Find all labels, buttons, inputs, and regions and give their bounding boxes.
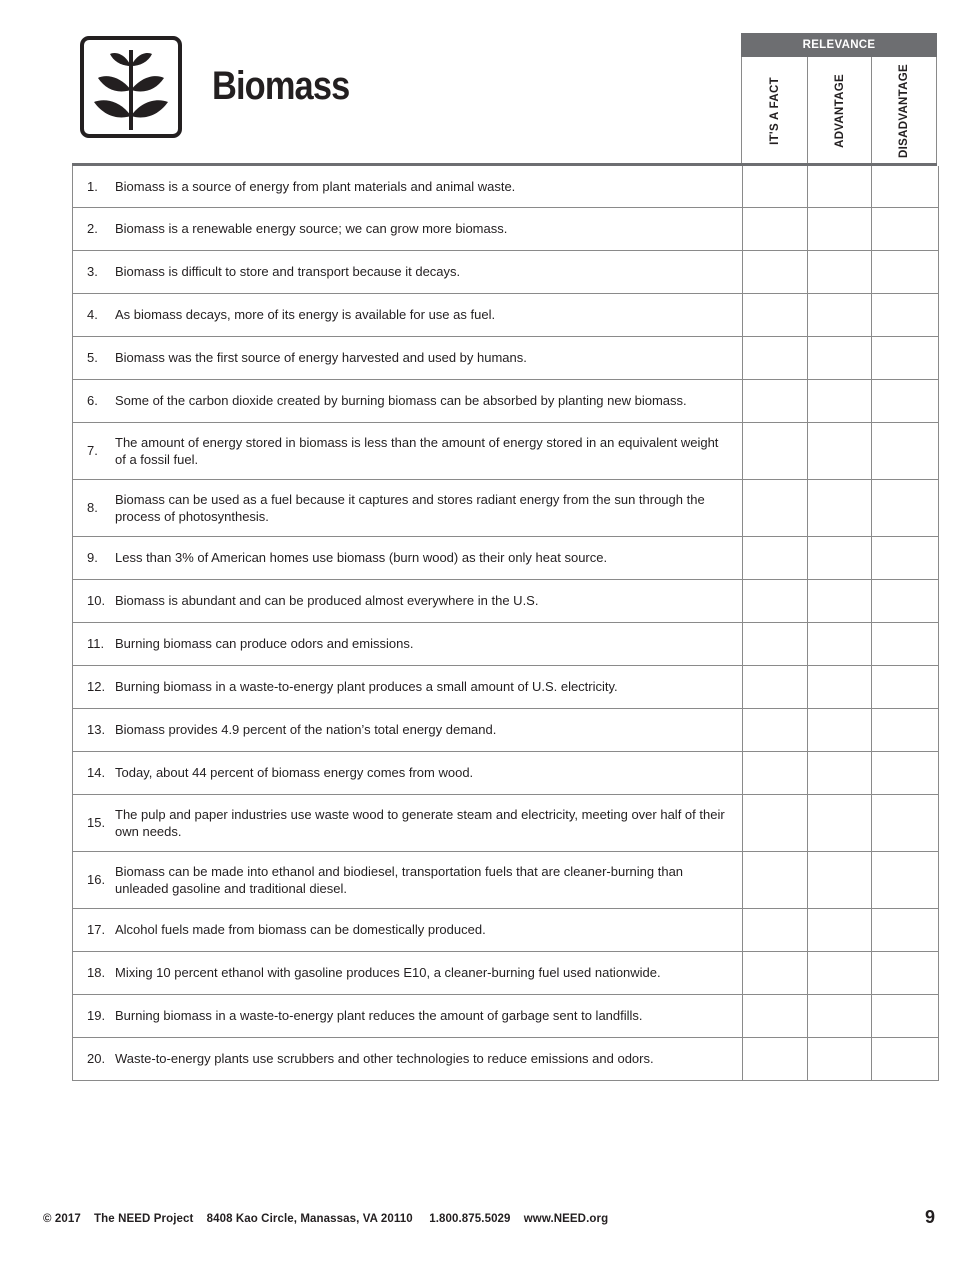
advantage-checkbox-cell[interactable] — [807, 666, 871, 708]
fact-checkbox-cell[interactable] — [742, 852, 807, 908]
column-header-label: IT'S A FACT — [768, 76, 781, 145]
statement-cell — [73, 423, 742, 479]
footer-text: © 2017 The NEED Project 8408 Kao Circle, Manassas, VA 20110 1.800.875.5029 www.NEED.org — [43, 1213, 609, 1225]
table-row — [73, 166, 938, 208]
fact-checkbox-cell[interactable] — [742, 995, 807, 1037]
statement-cell — [73, 795, 742, 851]
statement-number: 14. — [87, 765, 106, 781]
statement-number: 16. — [87, 872, 106, 888]
disadvantage-checkbox-cell[interactable] — [871, 480, 937, 536]
column-header-disadvantage — [871, 57, 937, 164]
disadvantage-checkbox-cell[interactable] — [871, 337, 937, 379]
table-row — [73, 666, 938, 709]
table-row — [73, 852, 938, 909]
statement-cell — [73, 537, 742, 579]
statement-cell — [73, 995, 742, 1037]
fact-checkbox-cell[interactable] — [742, 752, 807, 794]
statement-cell — [73, 480, 742, 536]
statement-text: Burning biomass in a waste-to-energy plant reduces the amount of garbage sent to landfills. — [115, 1008, 643, 1024]
statement-cell — [73, 380, 742, 422]
statement-cell — [73, 580, 742, 622]
statement-number: 7. — [87, 443, 98, 459]
fact-checkbox-cell[interactable] — [742, 294, 807, 336]
statement-number: 12. — [87, 679, 106, 695]
advantage-checkbox-cell[interactable] — [807, 623, 871, 665]
table-row — [73, 537, 938, 580]
fact-checkbox-cell[interactable] — [742, 580, 807, 622]
disadvantage-checkbox-cell[interactable] — [871, 995, 937, 1037]
statement-text: The pulp and paper industries use waste wood to generate steam and electricity, meeting over half of their own needs. — [115, 806, 725, 839]
advantage-checkbox-cell[interactable] — [807, 580, 871, 622]
statement-number: 4. — [87, 307, 98, 323]
advantage-checkbox-cell[interactable] — [807, 709, 871, 751]
statement-text: Burning biomass in a waste-to-energy plant produces a small amount of U.S. electricity. — [115, 679, 618, 695]
statement-number: 2. — [87, 221, 98, 237]
table-row — [73, 380, 938, 423]
advantage-checkbox-cell[interactable] — [807, 995, 871, 1037]
statement-number: 1. — [87, 178, 98, 194]
table-row — [73, 995, 938, 1038]
statement-number: 5. — [87, 350, 98, 366]
fact-checkbox-cell[interactable] — [742, 1038, 807, 1080]
advantage-checkbox-cell[interactable] — [807, 909, 871, 951]
statement-number: 19. — [87, 1008, 106, 1024]
advantage-checkbox-cell[interactable] — [807, 952, 871, 994]
statement-text: Mixing 10 percent ethanol with gasoline produces E10, a cleaner-burning fuel used nationwide. — [115, 965, 661, 981]
statement-number: 15. — [87, 815, 106, 831]
disadvantage-checkbox-cell[interactable] — [871, 208, 937, 250]
fact-checkbox-cell[interactable] — [742, 251, 807, 293]
advantage-checkbox-cell[interactable] — [807, 752, 871, 794]
advantage-checkbox-cell[interactable] — [807, 337, 871, 379]
disadvantage-checkbox-cell[interactable] — [871, 709, 937, 751]
statement-cell — [73, 909, 742, 951]
statement-number: 10. — [87, 593, 106, 609]
statement-text: Biomass can be made into ethanol and biodiesel, transportation fuels that are cleaner-burning than unleaded gasoline and traditional diesel. — [115, 863, 684, 896]
fact-checkbox-cell[interactable] — [742, 480, 807, 536]
advantage-checkbox-cell[interactable] — [807, 1038, 871, 1080]
disadvantage-checkbox-cell[interactable] — [871, 666, 937, 708]
disadvantage-checkbox-cell[interactable] — [871, 166, 937, 207]
column-header-advantage — [807, 57, 871, 164]
fact-checkbox-cell[interactable] — [742, 623, 807, 665]
fact-checkbox-cell[interactable] — [742, 537, 807, 579]
column-header-fact — [741, 57, 807, 164]
fact-checkbox-cell[interactable] — [742, 909, 807, 951]
advantage-checkbox-cell[interactable] — [807, 423, 871, 479]
table-row — [73, 952, 938, 995]
statement-cell — [73, 337, 742, 379]
fact-checkbox-cell[interactable] — [742, 337, 807, 379]
statement-text: Burning biomass can produce odors and emissions. — [115, 636, 414, 652]
disadvantage-checkbox-cell[interactable] — [871, 952, 937, 994]
statement-number: 11. — [87, 636, 105, 652]
disadvantage-checkbox-cell[interactable] — [871, 852, 937, 908]
statement-cell — [73, 294, 742, 336]
table-row — [73, 623, 938, 666]
statements-table — [72, 166, 939, 1081]
statement-number: 18. — [87, 965, 106, 981]
statement-number: 3. — [87, 264, 98, 280]
disadvantage-checkbox-cell[interactable] — [871, 380, 937, 422]
advantage-checkbox-cell[interactable] — [807, 795, 871, 851]
page-title: Biomass — [212, 64, 350, 108]
disadvantage-checkbox-cell[interactable] — [871, 423, 937, 479]
statement-number: 9. — [87, 550, 98, 566]
statement-text: Biomass is a renewable energy source; we can grow more biomass. — [115, 221, 508, 237]
column-header-label: DISADVANTAGE — [898, 63, 910, 158]
advantage-checkbox-cell[interactable] — [807, 380, 871, 422]
statement-cell — [73, 952, 742, 994]
statement-text: Alcohol fuels made from biomass can be domestically produced. — [115, 922, 486, 938]
table-row — [73, 251, 938, 294]
statement-text: As biomass decays, more of its energy is available for use as fuel. — [115, 307, 496, 323]
fact-checkbox-cell[interactable] — [742, 952, 807, 994]
statement-number: 8. — [87, 500, 98, 516]
table-row — [73, 208, 938, 251]
biomass-logo — [80, 36, 182, 138]
disadvantage-checkbox-cell[interactable] — [871, 537, 937, 579]
statement-cell — [73, 852, 742, 908]
fact-checkbox-cell[interactable] — [742, 795, 807, 851]
statement-text: Biomass was the first source of energy harvested and used by humans. — [115, 350, 527, 366]
statement-text: The amount of energy stored in biomass is less than the amount of energy stored in an equivalent weight of a fossil fuel. — [115, 434, 719, 467]
table-row — [73, 580, 938, 623]
disadvantage-checkbox-cell[interactable] — [871, 294, 937, 336]
disadvantage-checkbox-cell[interactable] — [871, 795, 937, 851]
statement-number: 20. — [87, 1051, 106, 1067]
column-header-label: ADVANTAGE — [833, 73, 846, 148]
disadvantage-checkbox-cell[interactable] — [871, 623, 937, 665]
fact-checkbox-cell[interactable] — [742, 709, 807, 751]
statement-text: Biomass is abundant and can be produced almost everywhere in the U.S. — [115, 593, 539, 609]
disadvantage-checkbox-cell[interactable] — [871, 752, 937, 794]
statement-cell — [73, 752, 742, 794]
statement-cell — [73, 166, 742, 207]
statement-text: Biomass is a source of energy from plant materials and animal waste. — [115, 178, 516, 194]
disadvantage-checkbox-cell[interactable] — [871, 251, 937, 293]
statement-text: Some of the carbon dioxide created by burning biomass can be absorbed by planting new biomass. — [115, 393, 687, 409]
statement-number: 6. — [87, 393, 98, 409]
fact-checkbox-cell[interactable] — [742, 380, 807, 422]
advantage-checkbox-cell[interactable] — [807, 480, 871, 536]
plant-icon — [84, 40, 178, 134]
table-row — [73, 294, 938, 337]
statement-text: Waste-to-energy plants use scrubbers and other technologies to reduce emissions and odors. — [115, 1051, 654, 1067]
disadvantage-checkbox-cell[interactable] — [871, 580, 937, 622]
table-row — [73, 795, 938, 852]
advantage-checkbox-cell[interactable] — [807, 208, 871, 250]
statement-cell — [73, 709, 742, 751]
statement-number: 17. — [87, 922, 106, 938]
table-row — [73, 337, 938, 380]
advantage-checkbox-cell[interactable] — [807, 852, 871, 908]
table-row — [73, 909, 938, 952]
table-row — [73, 480, 938, 537]
statement-cell — [73, 666, 742, 708]
disadvantage-checkbox-cell[interactable] — [871, 909, 937, 951]
relevance-header: RELEVANCE — [741, 33, 937, 57]
table-row — [73, 1038, 938, 1081]
fact-checkbox-cell[interactable] — [742, 166, 807, 207]
advantage-checkbox-cell[interactable] — [807, 294, 871, 336]
table-row — [73, 709, 938, 752]
table-row — [73, 423, 938, 480]
statement-cell — [73, 208, 742, 250]
disadvantage-checkbox-cell[interactable] — [871, 1038, 937, 1080]
fact-checkbox-cell[interactable] — [742, 208, 807, 250]
statement-text: Less than 3% of American homes use biomass (burn wood) as their only heat source. — [115, 550, 608, 566]
statement-cell — [73, 1038, 742, 1080]
statement-text: Today, about 44 percent of biomass energy comes from wood. — [115, 765, 474, 781]
fact-checkbox-cell[interactable] — [742, 423, 807, 479]
advantage-checkbox-cell[interactable] — [807, 537, 871, 579]
statement-cell — [73, 623, 742, 665]
advantage-checkbox-cell[interactable] — [807, 251, 871, 293]
statement-text: Biomass is difficult to store and transport because it decays. — [115, 264, 461, 280]
statement-cell — [73, 251, 742, 293]
statement-number: 13. — [87, 722, 106, 738]
table-row — [73, 752, 938, 795]
advantage-checkbox-cell[interactable] — [807, 166, 871, 207]
page-number: 9 — [924, 1207, 935, 1227]
statement-text: Biomass can be used as a fuel because it captures and stores radiant energy from the sun through the process of photosynthesis. — [115, 491, 705, 524]
statement-text: Biomass provides 4.9 percent of the nation’s total energy demand. — [115, 722, 497, 738]
fact-checkbox-cell[interactable] — [742, 666, 807, 708]
